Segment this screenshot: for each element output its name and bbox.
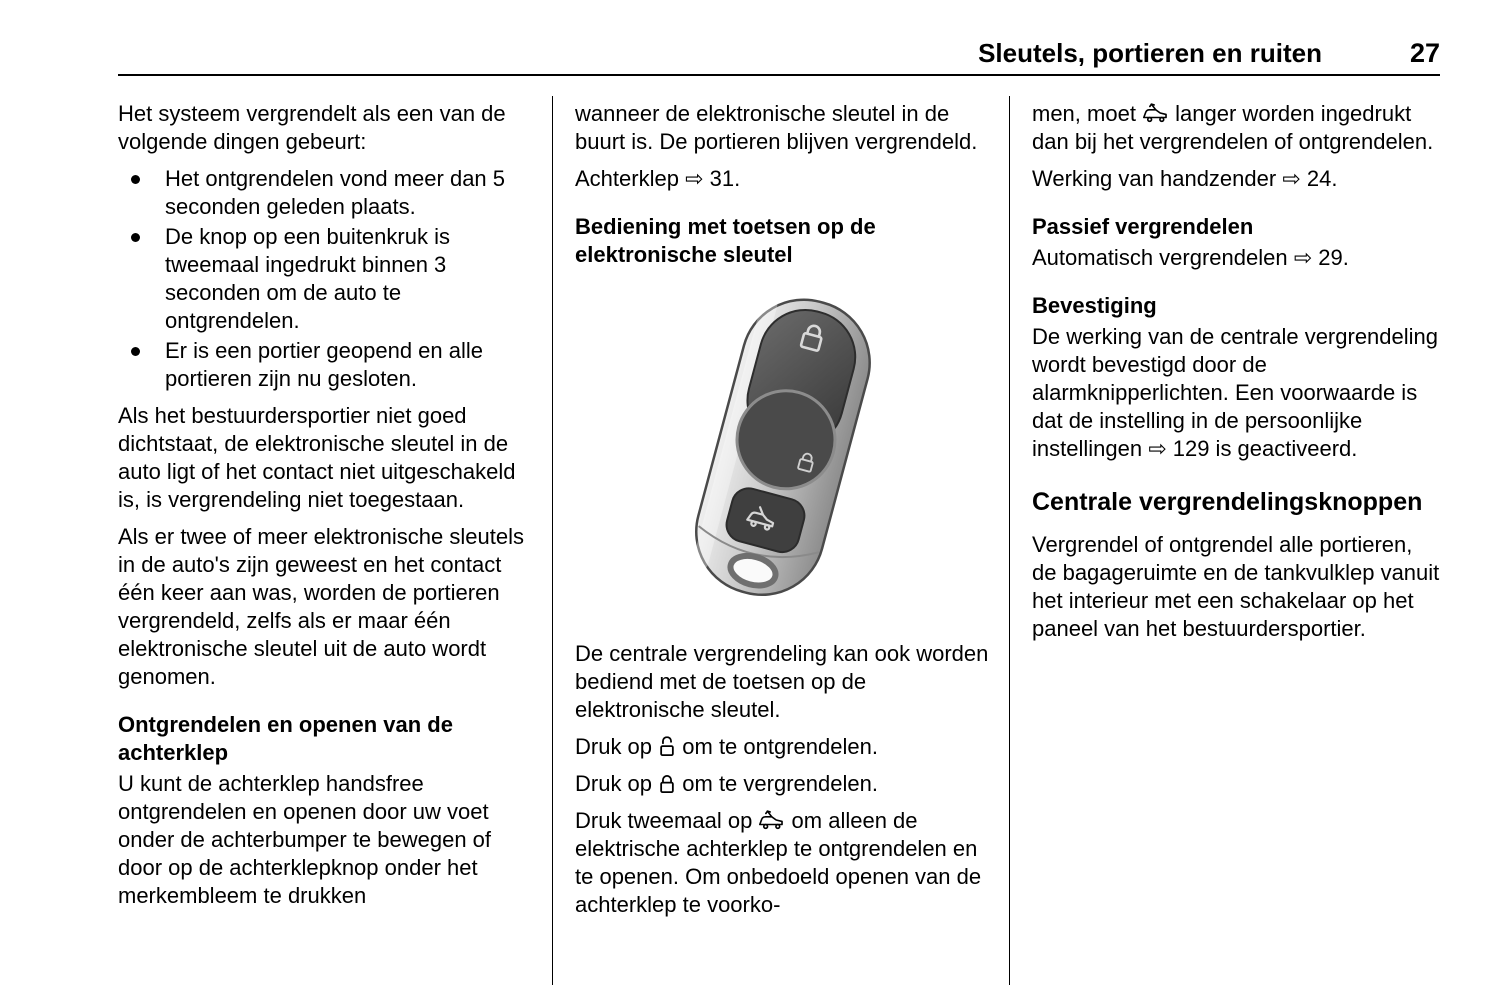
key-fob-figure (575, 285, 989, 622)
text-segment: men, moet (1032, 101, 1143, 126)
intro-paragraph: Het systeem vergrendelt als een van de volgende dingen gebeurt: (118, 101, 506, 154)
instruction-lock (575, 770, 989, 798)
page-reference-automatisch: Automatisch vergrendelen ⇨ 29. (1032, 245, 1349, 270)
lock-icon (658, 773, 676, 795)
subheading-ontgrendelen-achterklep: Ontgrendelen en openen van de achterklep (118, 712, 453, 765)
section-heading-centrale-vergrendelingsknoppen: Centrale vergrendelingsknoppen (1032, 488, 1423, 516)
paragraph: Als er twee of meer elektronische sleutels in de auto's zijn geweest en het contact één keer aan was, worden de portieren vergrendeld, zelfs als er maar één elektronische sleutel uit de auto wordt genomen. (118, 524, 524, 689)
tailgate-icon (1142, 102, 1169, 124)
column-middle (575, 100, 989, 928)
subheading-bevestiging: Bevestiging (1032, 293, 1157, 318)
page-reference-achterklep: Achterklep ⇨ 31. (575, 166, 741, 191)
column-left (118, 100, 532, 919)
text-segment: om te vergrendelen. (676, 771, 878, 796)
paragraph: De werking van de centrale vergrendeling wordt bevestigd door de alarmknipperlichten. Een voorwaarde is dat de instelling in de persoonlijke instellingen ⇨ 129 is geactiveerd. (1032, 324, 1439, 461)
tailgate-icon (758, 809, 785, 831)
unlock-icon (658, 736, 676, 758)
text-segment: Druk op (575, 771, 659, 796)
text-segment: om te ontgrendelen. (676, 734, 878, 759)
paragraph-continuation (1032, 100, 1442, 156)
subheading-bediening-toetsen: Bediening met toetsen op de elektronische sleutel (575, 214, 876, 267)
text-segment: om alleen de elektrische achterklep te ontgrendelen en te openen. Om onbedoeld openen van de achterklep te voorko- (575, 808, 982, 917)
bullet-item: Het ontgrendelen vond meer dan 5 seconden geleden plaats. (118, 165, 532, 221)
bullet-item: Er is een portier geopend en alle portieren zijn nu gesloten. (118, 337, 532, 393)
paragraph: De centrale vergrendeling kan ook worden bediend met de toetsen op de elektronische sleutel. (575, 641, 989, 722)
text-segment: Druk op (575, 734, 659, 759)
page-header (118, 38, 1440, 69)
instruction-tailgate (575, 807, 989, 919)
column-divider-right (1009, 96, 1010, 985)
key-fob-illustration (617, 285, 947, 615)
page-reference-handzender: Werking van handzender ⇨ 24. (1032, 166, 1338, 191)
paragraph: Vergrendel of ontgrendel alle portieren, de bagageruimte en de tankvulklep vanuit het interieur met een schakelaar op het paneel van het bestuurdersportier. (1032, 532, 1440, 641)
column-right (1032, 100, 1442, 652)
column-divider-left (552, 96, 553, 985)
text-segment: langer worden ingedrukt dan bij het vergrendelen of ontgrendelen. (1032, 101, 1434, 154)
subheading-passief-vergrendelen: Passief vergrendelen (1032, 214, 1254, 239)
header-rule (118, 74, 1440, 76)
bullet-item: De knop op een buitenkruk is tweemaal ingedrukt binnen 3 seconden om de auto te ontgrendelen. (118, 223, 532, 335)
page-number: 27 (1409, 38, 1440, 68)
paragraph: Als het bestuurdersportier niet goed dichtstaat, de elektronische sleutel in de auto ligt of het contact niet uitgeschakeld is, is vergrendeling niet toegestaan. (118, 403, 516, 512)
lock-conditions-list (118, 165, 532, 393)
paragraph: U kunt de achterklep handsfree ontgrendelen en openen door uw voet onder de achterbumper te bewegen of door op de achterklepknop onder het merkembleem te drukken (118, 771, 492, 908)
instruction-unlock (575, 733, 989, 761)
paragraph-continuation: wanneer de elektronische sleutel in de buurt is. De portieren blijven vergrendeld. (575, 101, 978, 154)
chapter-title: Sleutels, portieren en ruiten (978, 38, 1322, 68)
text-segment: Druk tweemaal op (575, 808, 759, 833)
